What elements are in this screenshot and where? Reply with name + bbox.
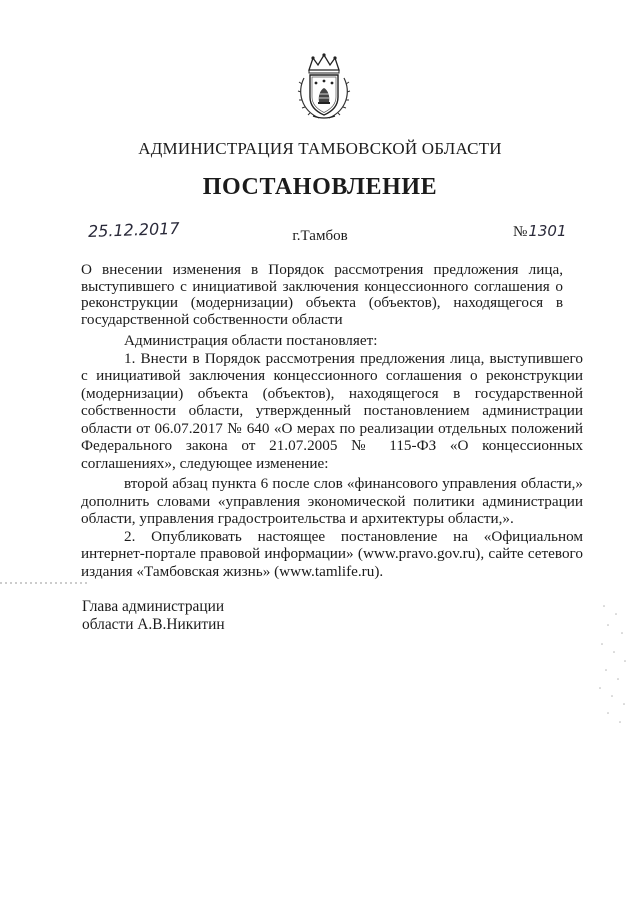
signature-name: области А.В.Никитин [82,615,225,633]
signature-title: Глава администрации [82,598,225,615]
document-subject: О внесении изменения в Порядок рассмотрения предложения лица, выступившего с инициативой заключения концессионного соглашения о реконструкции (модернизации) объекта (объектов), находящегося в государственной собственности области [81,261,563,328]
resolution-intro: Администрация области постановляет: [124,332,378,349]
resolution-item-1: 1. Внести в Порядок рассмотрения предложения лица, выступившего с инициативой заключения концессионного соглашения о реконструкции (модернизации) объекта (объектов), находящегося в государственной собственности области, утвержденный постановлением администрации области от 06.07.2017 № 640 «О мерах по реализации отдельных положений Федерального закона от 21.07.2005 № 115-ФЗ «О концессионных соглашениях», следующее изменение: [81,349,583,472]
scan-noise-right [594,600,634,730]
signature-block [82,598,225,633]
number-value: 1301 [528,222,567,240]
document-body [81,332,583,580]
document-city: г.Тамбов [292,228,348,244]
document-date: 25.12.2017 [87,218,180,241]
resolution-item-2: 2. Опубликовать настоящее постановление на «Официальном интернет-портале правовой информации» (www.pravo.gov.ru), сайте сетевого издания «Тамбовская жизнь» (www.tamlife.ru). [81,527,583,580]
document-type-heading: ПОСТАНОВЛЕНИЕ [202,174,438,200]
document-number [513,222,567,241]
agency-title: АДМИНИСТРАЦИЯ ТАМБОВСКОЙ ОБЛАСТИ [138,139,502,158]
resolution-item-1-detail: второй абзац пункта 6 после слов «финансового управления области,» дополнить словами «управления экономической политики администрации области, управления градостроительства и архитектуры области,». [81,475,583,527]
scan-noise-left [0,578,90,588]
coat-of-arms-emblem [295,52,353,122]
number-prefix: № [513,224,528,240]
